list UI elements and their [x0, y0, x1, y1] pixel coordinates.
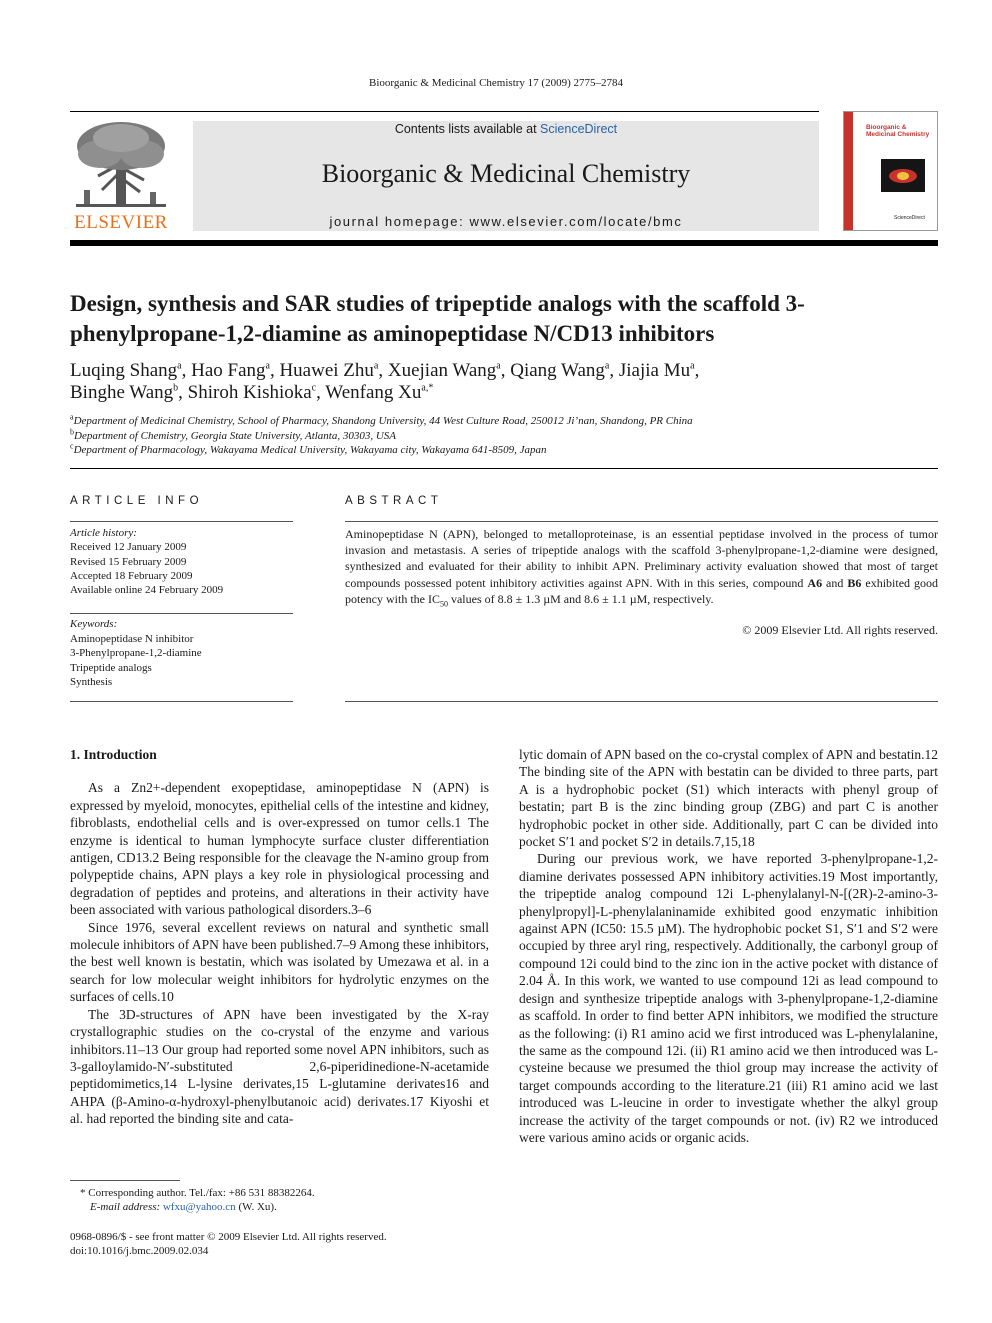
corresponding-author-footnote — [70, 1186, 489, 1214]
keyword-item: Aminopeptidase N inhibitor — [70, 632, 194, 645]
sciencedirect-link[interactable]: ScienceDirect — [540, 122, 618, 136]
journal-masthead — [193, 121, 819, 231]
elsevier-logo — [70, 120, 172, 234]
author-name[interactable]: Xuejian Wang — [387, 360, 497, 381]
affiliation-key: b — [70, 426, 74, 436]
history-item: Received 12 January 2009 — [70, 541, 187, 554]
cover-band — [844, 112, 853, 230]
footnote-rule — [70, 1180, 180, 1181]
body-right-column — [519, 746, 938, 1146]
author-name[interactable]: Binghe Wang — [70, 382, 174, 403]
affiliation-text: Department of Chemistry, Georgia State University, Atlanta, 30303, USA — [74, 429, 397, 442]
cover-mark: ScienceDirect — [894, 215, 925, 221]
author-name[interactable]: Qiang Wang — [510, 360, 605, 381]
cover-title: Bioorganic & Medicinal Chemistry — [866, 124, 930, 138]
body-paragraph: The 3D-structures of APN have been investigated by the X-ray crystallographic studies on the co-crystal of the enzyme and various inhibitors.11–13 Our group had reported some novel APN inhibitors, such as 3-galloylamido-N′-substituted 2,6-piperidinedione-N-acetamide peptidomimetics,14 L-lysine derivates,15 L-glutamine derivates16 and AHPA (β-Amino-α-hydroxyl-phenylbutanoic acid) derivates.17 Kiyoshi et al. had reported the binding site and cata- — [70, 1006, 489, 1127]
abstract-text: values of 8.8 ± 1.3 µM and 8.6 ± 1.1 µM, respectively. — [447, 591, 714, 606]
abstract-copyright: © 2009 Elsevier Ltd. All rights reserved. — [742, 623, 938, 637]
history-heading: Article history: — [70, 527, 137, 539]
author-affiliation-mark: a — [496, 360, 501, 372]
affiliation-key: a — [70, 412, 74, 422]
front-matter-info — [70, 1230, 489, 1258]
author-affiliation-mark: a — [177, 360, 182, 372]
affiliation-item — [70, 443, 930, 458]
compound-label: A6 — [807, 575, 823, 590]
affiliation-item — [70, 414, 930, 429]
contents-line — [193, 122, 819, 136]
author-affiliation-mark: a — [265, 360, 270, 372]
email-link[interactable]: wfxu@yahoo.cn — [162, 1201, 236, 1213]
email-label: E-mail address: — [90, 1201, 161, 1213]
abstract-text: exhibited good potency with the IC — [345, 575, 939, 606]
keyword-item: Tripeptide analogs — [70, 661, 152, 674]
journal-citation: Bioorganic & Medicinal Chemistry 17 (2009) 2775–2784 — [369, 77, 623, 89]
publisher-wordmark: ELSEVIER — [74, 212, 168, 233]
keyword-item: 3-Phenylpropane-1,2-diamine — [70, 647, 202, 660]
affiliation-item — [70, 426, 930, 444]
author-name[interactable]: Huawei Zhu — [279, 360, 374, 381]
abstract-rule — [345, 521, 938, 522]
compound-label: B6 — [847, 575, 862, 590]
keyword-item: Synthesis — [70, 676, 113, 689]
masthead-thick-rule — [70, 240, 938, 246]
article-info-rule — [70, 701, 293, 702]
issn-line: 0968-0896/$ - see front matter © 2009 Elsevier Ltd. All rights reserved. — [70, 1231, 387, 1243]
doi-link[interactable]: doi:10.1016/j.bmc.2009.02.034 — [70, 1245, 209, 1257]
journal-homepage-link[interactable]: journal homepage: www.elsevier.com/locate/bmc — [329, 214, 683, 229]
body-paragraph: Since 1976, several excellent reviews on natural and synthetic small molecule inhibitors of APN have been published.7–9 Among these inhibitors, the best well known is bestatin, which was isolated by Umezawa et al. in a search for low molecular weight inhibitors for hydrolytic enzymes on the surfaces of cells.10 — [70, 919, 489, 1005]
paper-title: Design, synthesis and SAR studies of tripeptide analogs with the scaffold 3-phenylpropane-1,2-diamine as aminopeptidase N/CD13 inhibitors — [70, 291, 805, 346]
article-info-rule — [70, 521, 293, 522]
author-name[interactable]: Shiroh Kishioka — [187, 382, 312, 403]
author-affiliation-mark: a — [604, 360, 610, 372]
journal-cover-thumbnail[interactable] — [843, 111, 938, 231]
header-rule — [70, 111, 819, 112]
keywords-heading: Keywords: — [70, 618, 118, 630]
keywords — [70, 617, 293, 690]
author-name[interactable]: Hao Fang — [191, 360, 266, 381]
section-heading: 1. Introduction — [70, 747, 157, 762]
email-line — [70, 1200, 489, 1214]
affiliation-text: Department of Medicinal Chemistry, School of Pharmacy, Shandong University, 44 West Culture Road, 250012 Ji’nan, Shandong, PR China — [73, 415, 693, 427]
elsevier-tree-icon — [70, 120, 172, 212]
history-item: Revised 15 February 2009 — [70, 555, 187, 568]
subscript: 50 — [439, 599, 448, 609]
author-name[interactable]: Wenfang Xu — [325, 382, 422, 403]
article-info-rule — [70, 613, 293, 614]
article-info-heading: ARTICLE INFO — [70, 495, 204, 507]
author-affiliation-mark: a — [690, 360, 695, 372]
history-item: Accepted 18 February 2009 — [70, 569, 193, 582]
contents-prefix: Contents lists available at — [394, 122, 541, 136]
cover-image — [881, 159, 925, 192]
affiliation-text: Department of Pharmacology, Wakayama Medical University, Wakayama city, Wakayama 641-8509, Japan — [73, 444, 547, 457]
abstract-rule — [345, 701, 938, 702]
author-list: Luqing Shang$^a$, Hao Fang$^a$, Huawei Zhu$^a$, Xuejian Wang$^a$, Qiang Wang$^a$, Jiajia Mu$^a$, Binghe Wang$^b$, Shiroh Kishioka$^c$, Wenfang $Xu^{a,*}$ — [70, 360, 700, 403]
body-paragraph: lytic domain of APN based on the co-crystal complex of APN and bestatin.12 The binding site of the APN with bestatin can be divided to three parts, part A is a hydrophobic pocket (S1) which interacts with phenyl group of bestatin; part B is the zinc binding group (ZBG) and part C is another hydrophobic pocket in other side. Additionally, part C can be divided into pocket S′1 and pocket S′2 in details.7,15,18 — [519, 747, 938, 850]
author-affiliation-mark: c — [311, 382, 317, 394]
affiliation-list — [70, 414, 930, 458]
article-history — [70, 526, 293, 597]
author-name[interactable]: Jiajia Mu — [618, 360, 691, 381]
body-paragraph: During our previous work, we have reported 3-phenylpropane-1,2-diamine derivates possessed APN inhibitory activities.19 Most importantly, the tripeptide analog compound 12i L-phenylalanyl-N-[(2R)-2-amino-3-phenylpropyl]-L-phenylalaninamide exhibited good enzymatic inhibition against APN (IC50: 15.5 µM). The hydrophobic pocket S1, S′1 and S′2 were occupied by three aryl ring, respectively. Additionally, the carbonyl group of compound 12i could bind to the zinc ion in the active pocket with distance of 2.04 Å. In this work, we wanted to use compound 12i as lead compound to design and synthesize tripeptide analogs with 3-phenylpropane-1,2-diamine as scaffold. In order to find better APN inhibitors, we modified the structure as the following: (i) R1 amino acid we first introduced was L-phenylalanine, the same as the compound 12i. (ii) R1 amino acid we then introduced was L-cysteine because we presumed the thiol group may increase the activity of target compounds according to the literature.21 (iii) R1 amino acid we last introduced was L-leucine in order to investigate whether the alkyl group increase the activity of the target compounds or not. (iv) R2 we introduced were various amino acids or organic acids. — [519, 851, 938, 1145]
affiliation-rule — [70, 468, 938, 469]
author-affiliation-mark: a — [373, 360, 379, 372]
history-item: Available online 24 February 2009 — [70, 584, 224, 597]
author-affiliation-mark: b — [173, 382, 179, 394]
affiliation-key: c — [70, 441, 74, 451]
body-paragraph: As a Zn2+-dependent exopeptidase, aminopeptidase N (APN) is expressed by myeloid, monocytes, epithelial cells of the intestine and kidney, fibroblasts, endothelial cells and is over-expressed on tumor cells.1 The enzyme is identical to human lymphocyte surface cluster differentiation antigen, CD13.2 Being responsible for the cleavage the N-amino group from polypeptide chains, APN plays a key role in physiological processing and degradation of peptides and proteins, and alterations in their activity have been associated with various pathological disorders.3–6 — [70, 780, 489, 918]
corresponding-author-line: * Corresponding author. Tel./fax: +86 531 88382264. — [80, 1187, 315, 1199]
abstract-text: Aminopeptidase N (APN), belonged to metalloproteinase, is an essential peptidase involved in the process of tumor invasion and metastasis. A series of tripeptide analogs with the scaffold 3-phenylpropane-1,2-diamine were designed, synthesized and evaluated for their ability to inhibit APN. Preliminary activity evaluation showed that most of target compounds possessed potent inhibitory activities against APN. With in this series, compound — [345, 527, 938, 590]
author-name[interactable]: Luqing Shang — [70, 360, 178, 381]
author-affiliation-mark: a,* — [421, 382, 434, 394]
abstract-heading: ABSTRACT — [345, 495, 443, 507]
journal-name: Bioorganic & Medicinal Chemistry — [321, 159, 691, 188]
abstract-body — [345, 526, 938, 612]
body-left-column — [70, 746, 489, 1128]
email-suffix: (W. Xu). — [238, 1201, 277, 1213]
abstract-text: and — [822, 575, 848, 590]
